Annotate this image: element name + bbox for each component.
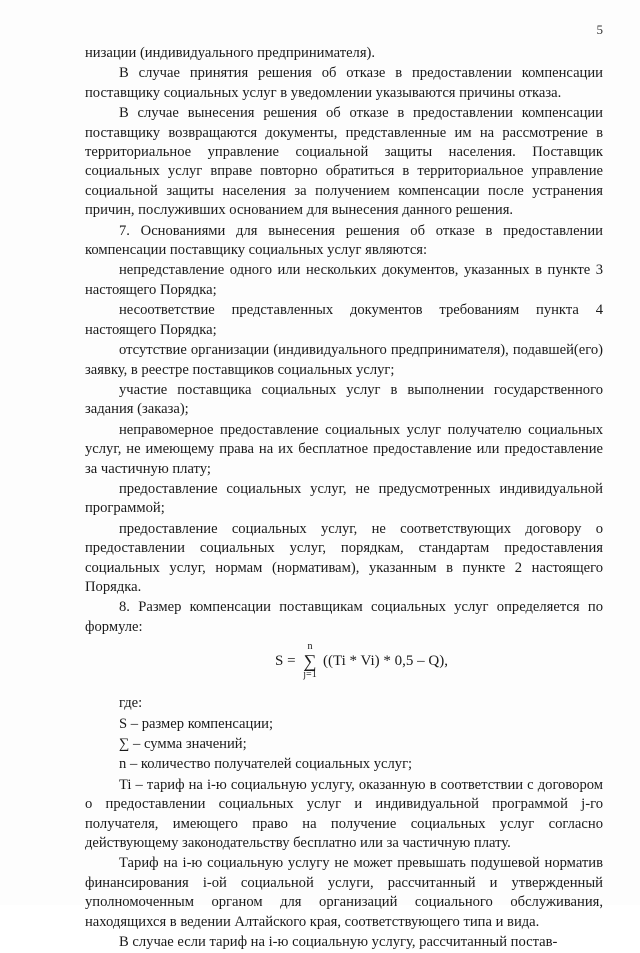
list-item: непредставление одного или нескольких документов, указанных в пункте 3 настоящего Порядка; (85, 262, 603, 298)
paragraph: В случае вынесения решения об отказе в предоставлении компенсации поставщику возвращаются документы, представленные им на рассмотрение в территориальное управление социальной защиты населения. Поставщик социальных услуг вправе повторно обратиться в территориальное управление социальной защиты населения за получением компенсации после устранения причин, послуживших основанием для вынесения данного решения. (85, 105, 603, 219)
list-item: неправомерное предоставление социальных услуг получателю социальных услуг, не имеющему права на их бесплатное предоставление или предоставление за частичную плату; (85, 421, 603, 477)
paragraph: В случае принятия решения об отказе в предоставлении компенсации поставщику социальных услуг в уведомлении указываются причины отказа. (85, 65, 603, 101)
list-item: несоответствие представленных документов требованиям пункта 4 настоящего Порядка; (85, 302, 603, 338)
paragraph: В случае если тариф на i-ю социальную услугу, рассчитанный постав- (119, 934, 558, 951)
paragraph: Тариф на i-ю социальную услугу не может превышать подушевой норматив финансирования i-ой социальной услуги, рассчитанный и утвержденный уполномоченным органом для организаций социального обслуживания, находящихся в ведении Алтайского края, соответствующего типа и вида. (85, 855, 603, 930)
list-item: предоставление социальных услуг, не соответствующих договору о предоставлении социальных услуг, порядкам, стандартам предоставления социальных услуг, нормам (нормативам), указанным в пункте 2 настоящего Порядка. (85, 520, 603, 595)
paragraph: 8. Размер компенсации поставщикам социальных услуг определяется по формуле: (85, 599, 603, 635)
list-item: предоставление социальных услуг, не предусмотренных индивидуальной программой; (85, 480, 603, 517)
paragraph: где: (119, 695, 143, 712)
summation-symbol (300, 642, 320, 680)
list-item: участие поставщика социальных услуг в выполнении государственного задания (заказа); (85, 381, 603, 418)
definition-item: n – количество получателей социальных услуг; (119, 756, 413, 773)
list-item: отсутствие организации (индивидуального предпринимателя), подавшей(его) заявку, в реестре поставщиков социальных услуг; (85, 342, 603, 378)
definition-item: S – размер компенсации; (119, 715, 274, 732)
paragraph: низации (индивидуального предпринимателя). (85, 45, 376, 61)
formula-lhs: S = (275, 653, 296, 670)
sum-lower-limit: j=1 (303, 669, 317, 681)
definition-item: Ti – тариф на i-ю социальную услугу, оказанную в соответствии с договором о предоставлении социальных услуг и индивидуальной программой j-го получателя, имеющего право на получение социальных услуг согласно действующему законодательству бесплатно или за частичную плату. (85, 776, 603, 852)
definition-item: ∑ – сумма значений; (119, 736, 247, 752)
paragraph: 7. Основаниями для вынесения решения об отказе в предоставлении компенсации поставщику социальных услуг являются: (85, 222, 603, 259)
sum-upper-limit: n (307, 641, 313, 653)
sigma-symbol: ∑ (303, 651, 317, 672)
page-number: 5 (596, 22, 603, 37)
formula-rhs: ((Ti * Vi) * 0,5 – Q), (323, 653, 448, 670)
document-body (85, 44, 603, 953)
compensation-formula (85, 638, 603, 694)
